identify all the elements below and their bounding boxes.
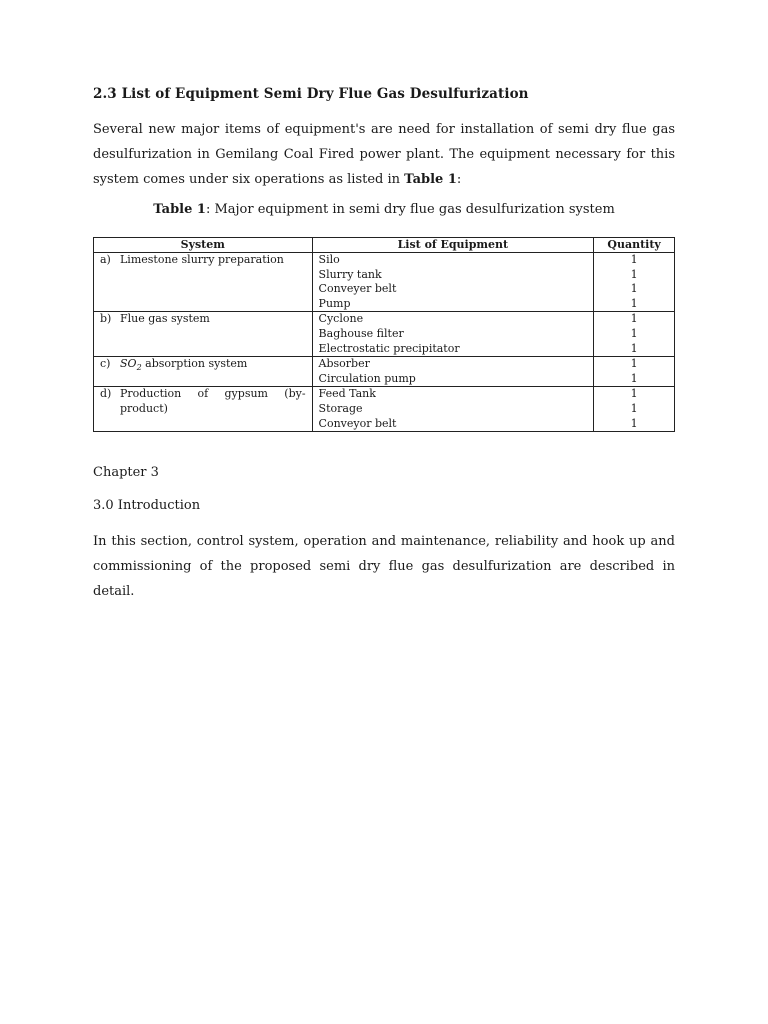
introduction-paragraph-line-2: commissioning of the proposed semi dry flue gas desulfurization are described in detail.	[93, 559, 675, 599]
header-system: System	[94, 238, 313, 253]
equipment-cell	[312, 312, 594, 357]
equipment-item: Absorber	[318, 357, 370, 371]
quantity-cell	[594, 312, 675, 357]
chapter-title: Chapter 3	[93, 465, 159, 480]
table-header-row	[94, 238, 675, 253]
quantity-value: 1	[630, 326, 638, 340]
equipment-item: Slurry tank	[318, 267, 382, 281]
equipment-cell	[312, 253, 594, 312]
header-quantity: Quantity	[594, 238, 675, 253]
equipment-item: Storage	[318, 401, 363, 415]
equipment-item: Electrostatic precipitator	[318, 341, 460, 355]
equipment-cell	[312, 387, 594, 432]
intro-paragraph-line-2: desulfurization in Gemilang Coal Fired power plant. The equipment necessary for this	[93, 147, 675, 162]
introduction-heading: 3.0 Introduction	[93, 498, 201, 513]
equipment-item: Conveyer belt	[318, 282, 397, 296]
intro-paragraph	[93, 117, 675, 192]
table-row	[94, 357, 675, 387]
introduction-paragraph-line-1: In this section, control system, operation and maintenance, reliability and hook up and	[93, 534, 675, 549]
table-caption	[93, 202, 675, 217]
introduction-paragraph	[93, 529, 675, 604]
intro-paragraph-line-3-prefix: system comes under six operations as listed in	[93, 172, 405, 187]
quantity-value: 1	[630, 387, 638, 401]
so2-formula-subscript: 2	[136, 363, 142, 373]
table-caption-text: : Major equipment in semi dry flue gas desulfurization system	[205, 202, 615, 217]
quantity-value: 1	[630, 267, 638, 281]
equipment-item: Cyclone	[318, 312, 364, 326]
system-letter: b)	[100, 312, 112, 326]
table-reference: Table 1	[404, 172, 457, 187]
system-name-rest: absorption system	[141, 357, 248, 371]
intro-paragraph-line-3	[93, 167, 675, 192]
quantity-value: 1	[630, 253, 638, 266]
equipment-table	[93, 237, 675, 432]
quantity-value: 1	[630, 401, 638, 415]
quantity-cell	[594, 357, 675, 387]
so2-formula	[120, 357, 142, 373]
table-row	[94, 387, 675, 432]
system-cell	[94, 387, 313, 432]
system-name	[120, 387, 306, 416]
quantity-value: 1	[630, 296, 638, 310]
equipment-item: Circulation pump	[318, 371, 416, 385]
system-name: Flue gas system	[120, 312, 210, 326]
equipment-item: Silo	[318, 253, 340, 266]
system-letter: c)	[100, 357, 111, 371]
quantity-value: 1	[630, 357, 638, 371]
table-row	[94, 312, 675, 357]
quantity-value: 1	[630, 341, 638, 355]
quantity-value: 1	[630, 371, 638, 385]
system-cell	[94, 357, 313, 387]
equipment-item: Baghouse filter	[318, 326, 404, 340]
table-caption-label: Table 1	[153, 202, 206, 217]
quantity-value: 1	[630, 282, 638, 296]
quantity-value: 1	[630, 416, 638, 430]
system-cell	[94, 312, 313, 357]
equipment-item: Pump	[318, 296, 351, 310]
system-name-line-1: Production of gypsum (by-	[120, 387, 306, 401]
quantity-cell	[594, 253, 675, 312]
equipment-item: Feed Tank	[318, 387, 376, 401]
equipment-cell	[312, 357, 594, 387]
header-equipment: List of Equipment	[312, 238, 594, 253]
system-name	[120, 357, 306, 376]
quantity-cell	[594, 387, 675, 432]
system-cell	[94, 253, 313, 312]
equipment-item: Conveyor belt	[318, 416, 397, 430]
so2-formula-main: SO	[120, 357, 137, 371]
section-heading: 2.3 List of Equipment Semi Dry Flue Gas Desulfurization	[93, 86, 529, 102]
system-name: Limestone slurry preparation	[120, 253, 284, 266]
system-name-line-2: product)	[120, 401, 168, 415]
intro-paragraph-line-3-suffix: :	[456, 172, 462, 187]
quantity-value: 1	[630, 312, 638, 326]
system-letter: a)	[100, 253, 111, 266]
system-letter: d)	[100, 387, 112, 401]
table-row	[94, 253, 675, 312]
intro-paragraph-line-1: Several new major items of equipment's are need for installation of semi dry flue gas	[93, 122, 675, 137]
